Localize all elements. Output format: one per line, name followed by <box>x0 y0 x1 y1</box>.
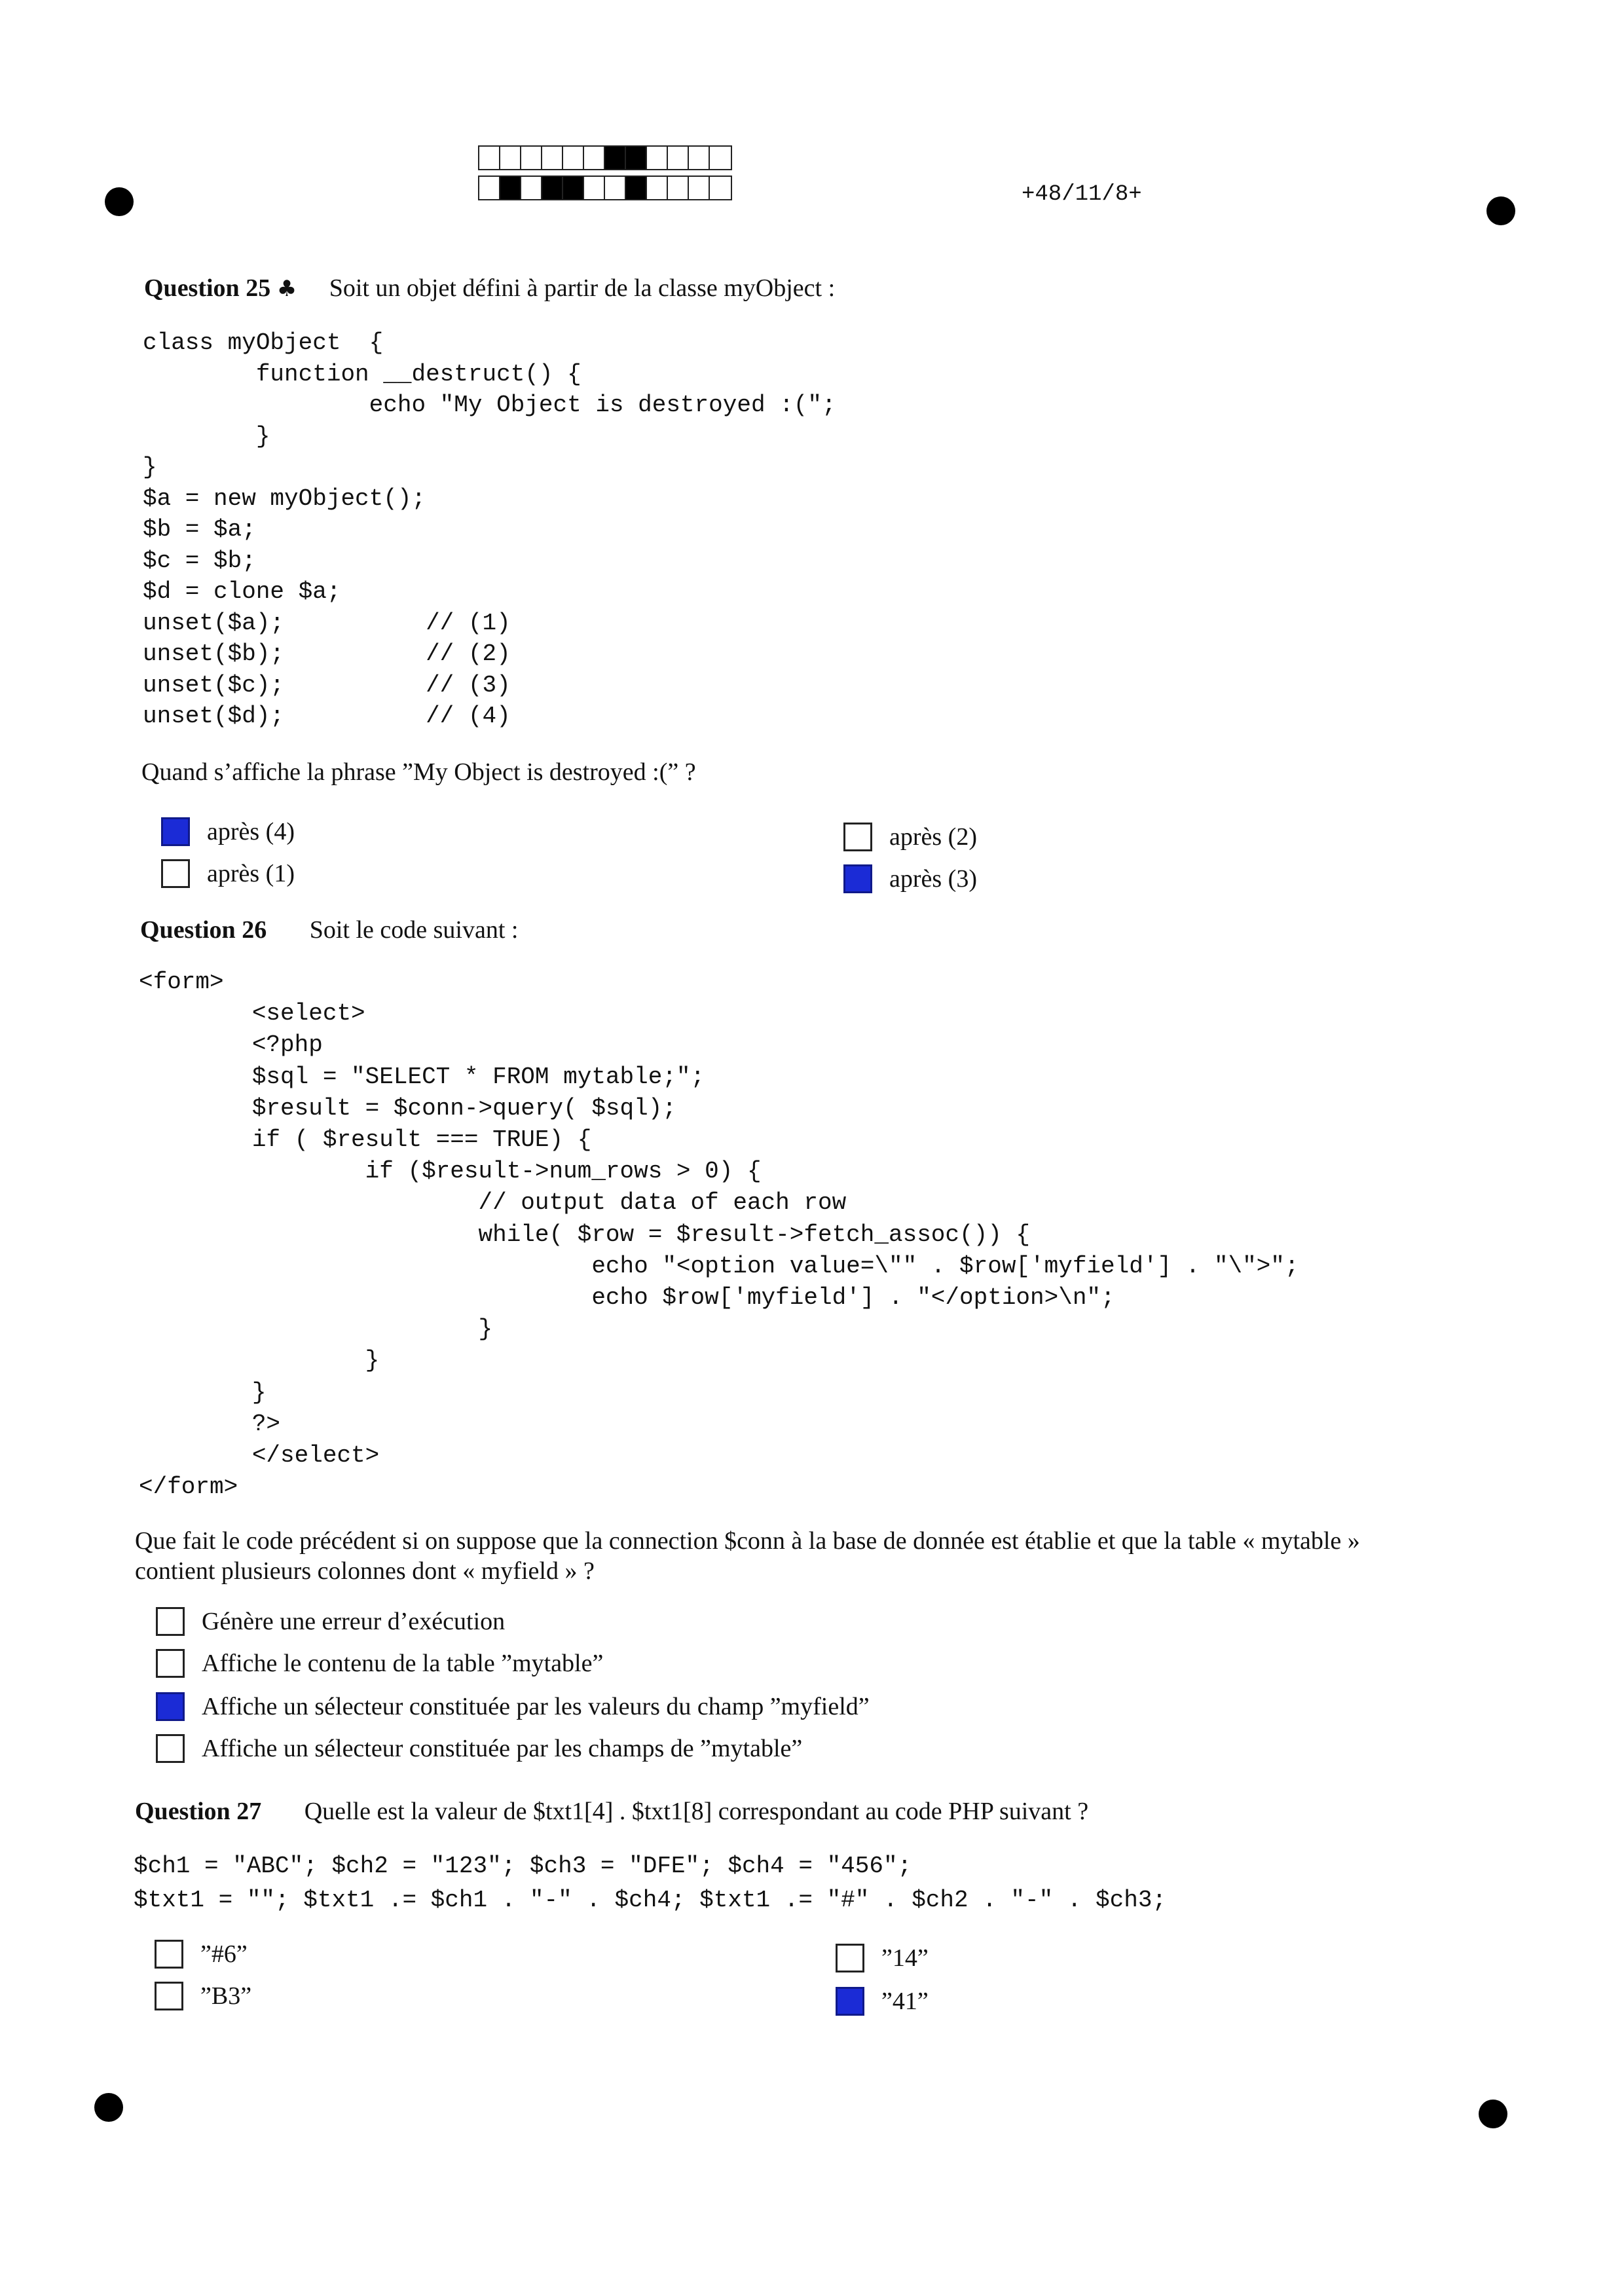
q25-option-3[interactable] <box>843 823 977 851</box>
barcode-cell <box>605 147 626 169</box>
q27-option-1[interactable] <box>155 1940 248 1969</box>
q25-option-4[interactable] <box>843 864 977 893</box>
question-prompt: Soit un objet défini à partir de la classe myObject : <box>329 274 836 302</box>
option-label: Affiche un sélecteur constituée par les valeurs du champ ”myfield” <box>202 1693 870 1720</box>
question-25-text: Quand s’affiche la phrase ”My Object is destroyed :(” ? <box>141 758 696 786</box>
question-26-code: <form> <select> <?php $sql = "SELECT * FROM mytable;"; $result = $conn->query( $sql); if ( $result === TRUE) { if ($result->num_rows > 0) { // output data of each row while( $row = $result->fetch_assoc()) { echo "<option value=\"" . $row['myfield'] . "\">"; echo $row['myfield'] . "</option>\n"; } } } ?> </select> </form> <box>139 969 1299 1501</box>
barcode-cell <box>479 147 500 169</box>
q27-option-4[interactable] <box>836 1987 929 2016</box>
checkbox[interactable] <box>156 1734 185 1763</box>
barcode-cell <box>605 177 626 199</box>
barcode-cell <box>710 147 731 169</box>
question-number: Question 26 <box>140 916 267 944</box>
barcode-bottom-row <box>478 176 732 200</box>
q26-option-1[interactable] <box>156 1607 505 1636</box>
option-label: Affiche le contenu de la table ”mytable” <box>202 1650 604 1677</box>
option-label: après (2) <box>889 823 977 851</box>
checkbox[interactable] <box>843 864 872 893</box>
question-26-text-line-1: Que fait le code précédent si on suppose que la connection $conn à la base de donnée est établie et que la table « mytable » <box>135 1527 1360 1555</box>
option-label: après (1) <box>207 860 295 887</box>
barcode-cell <box>689 177 710 199</box>
barcode-cell <box>668 147 689 169</box>
q27-option-2[interactable] <box>155 1982 251 2010</box>
question-26-text-line-2: contient plusieurs colonnes dont « myfield » ? <box>135 1557 595 1585</box>
question-27-header <box>135 1797 1088 1826</box>
q26-option-2[interactable] <box>156 1649 603 1678</box>
option-label: après (3) <box>889 865 977 893</box>
barcode-cell <box>626 147 647 169</box>
checkbox[interactable] <box>156 1692 185 1721</box>
option-label: ”#6” <box>200 1940 248 1968</box>
option-label: après (4) <box>207 818 295 845</box>
checkbox[interactable] <box>156 1649 185 1678</box>
option-label: ”14” <box>881 1944 929 1972</box>
barcode-cell <box>626 177 647 199</box>
barcode-cell <box>584 177 605 199</box>
checkbox[interactable] <box>836 1944 864 1972</box>
barcode-cell <box>563 177 584 199</box>
barcode-cell <box>563 147 584 169</box>
q27-option-3[interactable] <box>836 1944 929 1972</box>
question-25-header <box>144 274 835 303</box>
checkbox[interactable] <box>156 1607 185 1636</box>
q26-option-3[interactable] <box>156 1692 870 1721</box>
barcode-cell <box>668 177 689 199</box>
page-id: +48/11/8+ <box>1022 182 1142 207</box>
club-marker-icon: ♣ <box>276 276 297 302</box>
option-label: Génère une erreur d’exécution <box>202 1608 506 1635</box>
registration-mark-bottom-left <box>94 2093 123 2122</box>
checkbox[interactable] <box>155 1982 183 2010</box>
checkbox[interactable] <box>161 817 190 846</box>
barcode-cell <box>500 177 521 199</box>
registration-mark-top-right <box>1486 196 1515 225</box>
q25-option-2[interactable] <box>161 859 295 888</box>
question-number: Question 25 <box>144 274 271 302</box>
barcode-cell <box>479 177 500 199</box>
question-26-header <box>140 916 518 944</box>
option-label: ”41” <box>881 1988 929 2015</box>
checkbox[interactable] <box>155 1940 183 1969</box>
question-25-code: class myObject { function __destruct() { echo "My Object is destroyed :("; } } $a = new myObject(); $b = $a; $c = $b; $d = clone $a; unset($a); // (1) unset($b); // (2) unset($c); // (3) unset($d); // (4) <box>143 329 836 730</box>
registration-mark-bottom-right <box>1479 2100 1507 2128</box>
question-prompt: Soit le code suivant : <box>309 916 519 944</box>
question-prompt: Quelle est la valeur de $txt1[4] . $txt1[8] correspondant au code PHP suivant ? <box>304 1798 1089 1825</box>
barcode-cell <box>500 147 521 169</box>
barcode-cell <box>710 177 731 199</box>
question-27-code: $ch1 = "ABC"; $ch2 = "123"; $ch3 = "DFE"; $ch4 = "456"; $txt1 = ""; $txt1 .= $ch1 . "-" . $ch4; $txt1 .= "#" . $ch2 . "-" . $ch3; <box>134 1853 1167 1914</box>
q26-option-4[interactable] <box>156 1734 802 1763</box>
registration-mark-top-left <box>105 187 134 216</box>
q25-option-1[interactable] <box>161 817 295 846</box>
barcode-cell <box>584 147 605 169</box>
barcode-cell <box>542 147 563 169</box>
barcode-cell <box>647 177 668 199</box>
checkbox[interactable] <box>843 823 872 851</box>
barcode-cell <box>647 147 668 169</box>
barcode-cell <box>521 147 542 169</box>
checkbox[interactable] <box>836 1987 864 2016</box>
checkbox[interactable] <box>161 859 190 888</box>
barcode-cell <box>521 177 542 199</box>
question-number: Question 27 <box>135 1798 262 1825</box>
barcode-cell <box>542 177 563 199</box>
barcode-top-row <box>478 145 732 170</box>
option-label: Affiche un sélecteur constituée par les champs de ”mytable” <box>202 1735 803 1762</box>
barcode-cell <box>689 147 710 169</box>
option-label: ”B3” <box>200 1982 252 2010</box>
